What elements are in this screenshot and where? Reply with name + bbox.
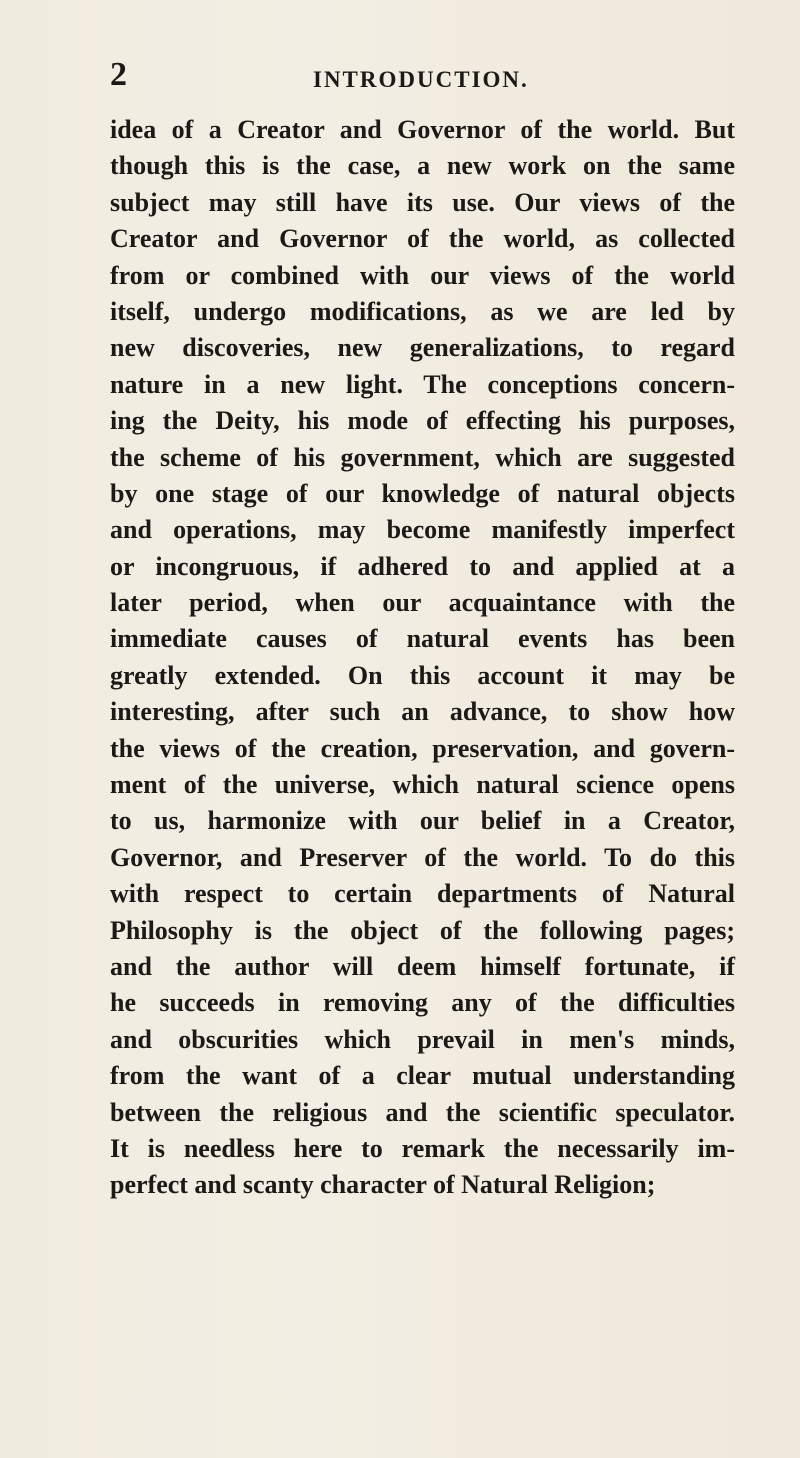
text-line: later period, when our acquaintance with the [110, 588, 735, 618]
text-line: It is needless here to remark the necessarily im- [110, 1133, 735, 1163]
text-line: with respect to certain departments of Natural [110, 879, 735, 909]
text-line: to us, harmonize with our belief in a Creator, [110, 806, 735, 836]
text-line: subject may still have its use. Our views of the [110, 187, 735, 217]
text-line: from or combined with our views of the world [110, 260, 735, 290]
text-line: the views of the creation, preservation, and govern- [110, 733, 735, 763]
text-line: and obscurities which prevail in men's minds, [110, 1024, 735, 1054]
text-line: interesting, after such an advance, to show how [110, 697, 735, 727]
text-line: new discoveries, new generalizations, to regard [110, 333, 735, 363]
text-line: he succeeds in removing any of the difficulties [110, 988, 735, 1018]
text-line: though this is the case, a new work on the same [110, 151, 735, 181]
text-line: itself, undergo modifications, as we are led by [110, 296, 735, 326]
text-line: idea of a Creator and Governor of the world. But [110, 115, 735, 144]
page-header [110, 58, 730, 98]
text-line: Governor, and Preserver of the world. To do this [110, 842, 735, 872]
text-line: between the religious and the scientific speculator. [110, 1097, 735, 1127]
page-number: 2 [110, 56, 127, 93]
text-line: the scheme of his government, which are suggested [110, 442, 735, 472]
text-line: ment of the universe, which natural science opens [110, 770, 735, 800]
text-line: nature in a new light. The conceptions concern- [110, 369, 735, 399]
text-line: ing the Deity, his mode of effecting his purposes, [110, 406, 735, 436]
text-line: Creator and Governor of the world, as collected [110, 224, 735, 254]
body-text [110, 112, 735, 1204]
text-line: and the author will deem himself fortunate, if [110, 951, 735, 981]
text-line: from the want of a clear mutual understanding [110, 1061, 735, 1091]
text-line: Philosophy is the object of the following pages; [110, 915, 735, 945]
text-line: and operations, may become manifestly imperfect [110, 515, 735, 545]
running-head: INTRODUCTION. [313, 67, 529, 92]
text-line: or incongruous, if adhered to and applied at a [110, 551, 735, 581]
text-line: perfect and scanty character of Natural Religion; [110, 1170, 656, 1200]
text-line: by one stage of our knowledge of natural objects [110, 478, 735, 508]
text-line: greatly extended. On this account it may be [110, 660, 735, 690]
text-line: immediate causes of natural events has been [110, 624, 735, 654]
